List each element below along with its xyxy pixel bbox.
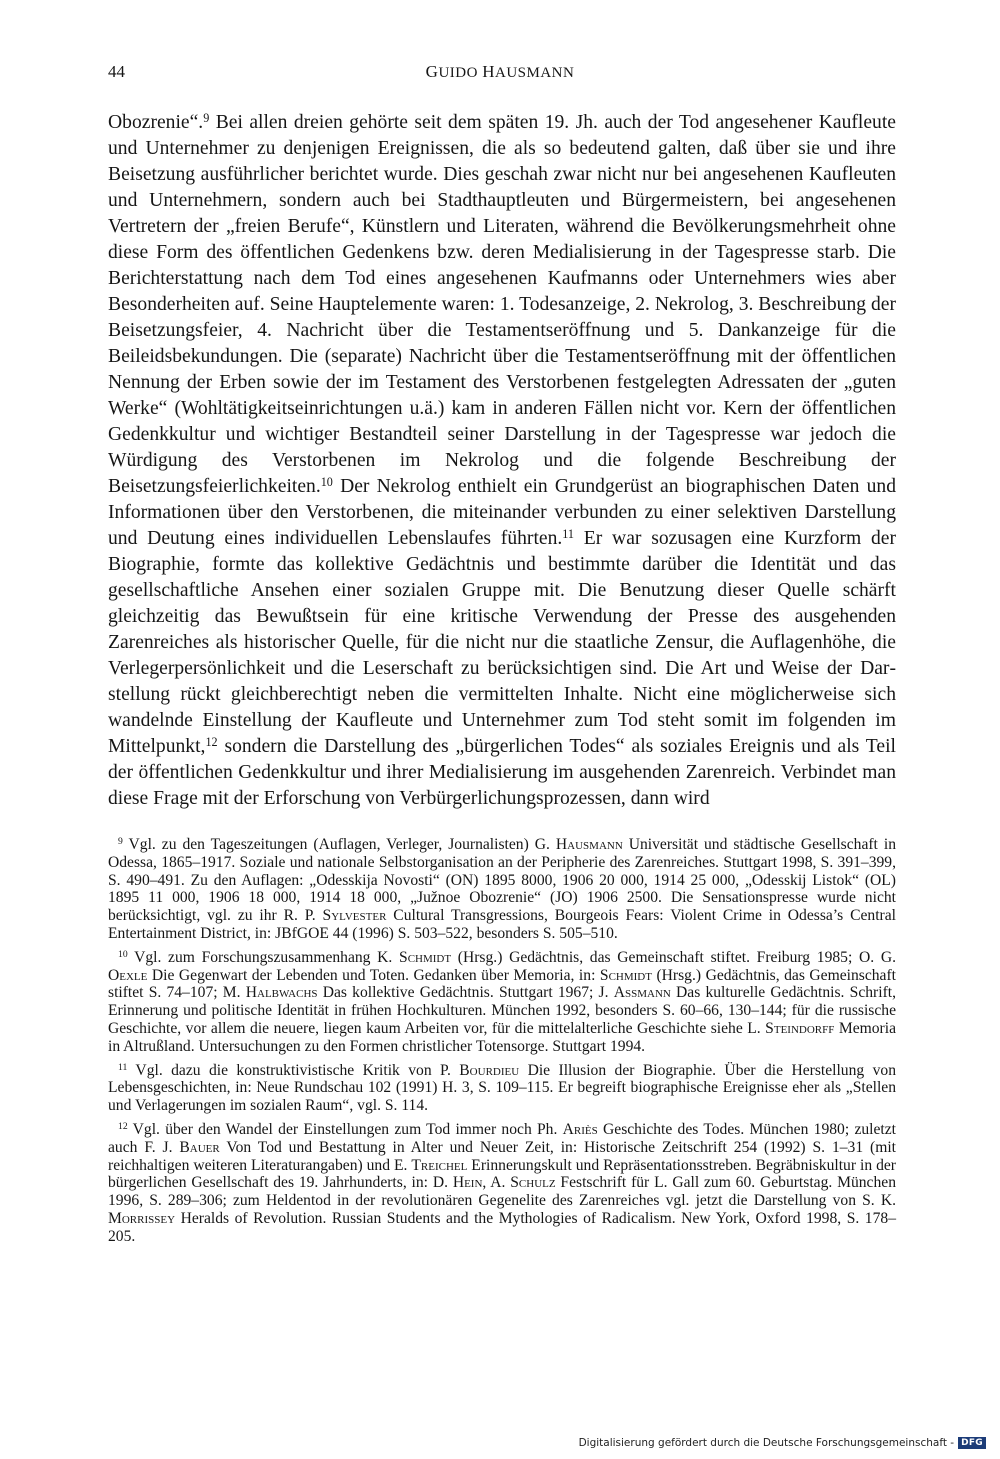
page-number: 44: [108, 62, 125, 81]
author-name: Schmidt: [599, 966, 652, 984]
author-name: Bourdieu: [459, 1061, 520, 1079]
author-name: Schmidt: [399, 948, 452, 966]
dfg-logo-icon: DFG: [958, 1437, 986, 1449]
text-run: (Hrsg.) Gedächtnis, das Gemeinschaft stiftet. Freiburg 1985; O. G.: [451, 948, 896, 966]
footnotes: [108, 836, 896, 1252]
text-run: Der Nekrolog enthielt ein Grundgerüst an biographischen Daten und Informationen über den Verstorbenen, die miteinander verbunden zu einer selektiven Darstellung und Deutung eines individuellen Lebenslaufes führten.: [108, 476, 896, 549]
footnote-number: 11: [118, 1061, 128, 1073]
author-name: Schulz: [510, 1174, 556, 1192]
author-name: Morrissey: [108, 1209, 176, 1227]
text-run: Vgl. über den Wandel der Einstellungen zum Tod immer noch Ph.: [127, 1120, 563, 1138]
footnote-ref: 11: [562, 526, 574, 541]
text-run: sondern die Darstellung des „bürgerlichen Todes“ als soziales Ereignis und als Teil der öffentlichen Gedenkkultur und ihrer Medialisierung im ausgehenden Zarenreich. Verbindet man diese Frage mit der Erforschung von Verbürgerlichungsprozessen, dann wird: [108, 736, 896, 809]
digitization-footer: [579, 1437, 986, 1449]
author-name: Treichel: [411, 1156, 468, 1174]
text-run: (Hrsg.) Gedächtnis, das Gemeinschaft stiftet S. 74–107; M.: [108, 966, 896, 1002]
author-name: Assmann: [613, 984, 671, 1002]
text-run: Bei allen dreien gehörte seit dem späten 19. Jh. auch der Tod angesehener Kaufleute und Unternehmer zu denjenigen Ereignissen, die als so bedeutend galten, daß über sie und ihre Beisetzung ausführlicher berichtet wurde. Dies geschah zwar nicht nur bei angesehenen Kaufleuten und Unternehmern, sondern auch bei Stadthauptleuten und Bürgermeistern, bei angesehenen Vertretern der „freien Berufe“, Künstlern und Literaten, während die Bevölkerungsmehrheit ohne diese Form des öffentlichen Gedenkens bzw. deren Medialisierung in der Tagespresse starb. Die Berichterstattung nach dem Tod eines angesehenen Kaufmanns oder Unternehmers wies aber Besonderheiten auf. Seine Hauptelemente waren: 1. Todesanzeige, 2. Nekrolog, 3. Beschreibung der Beisetzungsfeier, 4. Nachricht über die Testamentseröffnung und 5. Dankanzeige für die Beileidsbekundungen. Die (separate) Nachricht über die Testamentseröffnung mit der öffentlichen Nennung der Erben sowie der im Testament des Verstorbenen festgelegten Adressaten der „guten Werke“ (Wohltätigkeitseinrichtungen u.ä.) kam in anderen Fällen nicht vor. Kern der öffentlichen Gedenkkultur und wichtiger Bestandteil seiner Darstellung in der Tagespresse war jedoch die Würdigung des Verstorbenen im Nekrolog und die folgende Beschreibung der Beisetzungsfeierlichkeiten.: [108, 112, 896, 497]
footnote-ref: 12: [205, 734, 218, 749]
footnote-10: [108, 949, 896, 1056]
author-name: Steindorff: [765, 1019, 835, 1037]
author-initial-last: H: [482, 62, 495, 81]
text-run: Heralds of Revolution. Russian Students and the Mythologies of Radicalism. New York, Oxford 1998, S. 178–205.: [108, 1209, 896, 1245]
text-run: Das kulturelle Gedächtnis. Schrift, Erinnerung und politische Identität in frühen Hochkulturen. München 1992, besonders S. 60–66, 130–144; für die russische Geschichte, vor allem die neuere, liegen kaum Arbeiten vor, für die mittelalterliche Geschichte siehe L.: [108, 984, 896, 1037]
text-run: Universität und städtische Gesellschaft in Odessa, 1865–1917. Soziale und nationale Selbstorganisation an der Peripherie des Zarenreiches. Stuttgart 1998, S. 391–399, S. 490–491. Zu den Auflagen: „Odesskija Novosti“ (ON) 1895 8000, 1906 20 000, 1914 25 000, „Odesskij Listok“ (OL) 1895 11 000, 1906 18 000, 1914 18 000, „Južnoe Obozrenie“ (JO) 1906 2500. Die Sensationspresse wurde nicht berücksichtigt, vgl. zu ihr R. P.: [108, 836, 896, 925]
text-run: Er war sozusagen eine Kurzform der Biographie, formte das kollektive Gedächtnis und bestimmte darüber die Identität und das gesellschaftliche Ansehen einer sozialen Gruppe mit. Die Benutzung dieser Quelle schärft gleichzeitig das Bewußtsein für eine kritische Verwendung der Presse des ausgehenden Zarenreiches als historischer Quelle, für die nicht nur die staatliche Zensur, die Auflagenhöhe, die Verlegerpersönlichkeit und die Leserschaft zu berücksichtigen sind. Die Art und Weise der Darstellung rückt gleichberechtigt neben die vermittelten Inhalte. Nicht eine möglicherweise sich wandelnde Einstellung der Kaufleute und Unternehmer zum Tod steht somit im folgenden im Mittelpunkt,: [108, 528, 897, 757]
text-run: Die Illusion der Biographie. Über die Herstellung von Lebensgeschichten, in: Neue Rundschau 102 (1991) H. 3, S. 109–115. Er begreift biographische Ereignisse eher als „Stellen und Verlagerungen im sozialen Raum“, vgl. S. 114.: [108, 1061, 896, 1115]
author-name: Hausmann: [555, 836, 623, 853]
footnote-number: 10: [118, 948, 128, 960]
author-name: Ariès: [562, 1120, 598, 1138]
text-run: Geschichte des Todes. München 1980; zuletzt auch F. J.: [108, 1120, 896, 1156]
text-run: Vgl. zum Forschungszusammenhang K.: [127, 948, 400, 966]
text-run: Erinnerungskult und Repräsentationsstreben. Begräbniskultur in der bürgerlichen Gesellschaft des 19. Jahrhunderts, in: D.: [108, 1156, 896, 1192]
footnote-11: [108, 1062, 896, 1115]
text-run: Vgl. dazu die konstruktivistische Kritik von P.: [127, 1061, 460, 1079]
author-last-rest: AUSMANN: [494, 65, 575, 81]
text-run: Die Gegenwart der Lebenden und Toten. Gedanken über Memoria, in:: [147, 966, 600, 984]
main-paragraph: [108, 110, 896, 812]
author-first-rest: UIDO: [438, 65, 478, 81]
footnote-ref: 10: [320, 474, 333, 489]
author-name: Bauer: [179, 1138, 220, 1156]
text-run: Festschrift für L. Gall zum 60. Geburtstag. München 1996, S. 289–306; zum Heldentod in der revolutionären Gegenelite des Zarenreiches vgl. jetzt die Darstellung von S. K.: [108, 1174, 896, 1210]
text-run: Obozrenie“.: [108, 112, 204, 133]
author-name: Halbwachs: [245, 984, 318, 1002]
footnote-ref: 9: [203, 110, 210, 125]
footnote-12: [108, 1121, 896, 1246]
author-initial-first: G: [425, 62, 439, 81]
footer-text: Digitalisierung gefördert durch die Deutsche Forschungsgemeinschaft -: [578, 1437, 955, 1449]
text-run: Cultural Transgressions, Bourgeois Fears: Violent Crime in Odessa’s Central Entertainment District, in: JBfGOE 44 (1996) S. 503–522, besonders S. 505–510.: [108, 907, 896, 942]
text-run: Vgl. zu den Tageszeitungen (Auflagen, Verleger, Journalisten) G.: [122, 836, 556, 853]
footnote-number: 12: [118, 1121, 128, 1133]
text-run: Memoria in Altrußland. Untersuchungen zu den Formen christlicher Totensorge. Stuttgart 1994.: [108, 1019, 896, 1055]
author-name: Oexle: [108, 966, 148, 984]
text-run: Von Tod und Bestattung in Alter und Neuer Zeit, in: Historische Zeitschrift 254 (1992) S. 1–31 (mit reichhaltigen weiteren Literaturangaben) und E.: [108, 1138, 896, 1174]
text-run: Das kollektive Gedächtnis. Stuttgart 1967; J.: [317, 984, 614, 1002]
author-name: Hein: [452, 1174, 483, 1192]
text-run: , A.: [482, 1174, 511, 1192]
footnote-9: [108, 836, 896, 943]
running-head: [0, 62, 1000, 82]
author-name: Sylvester: [322, 907, 387, 925]
footnote-number: 9: [118, 836, 123, 848]
